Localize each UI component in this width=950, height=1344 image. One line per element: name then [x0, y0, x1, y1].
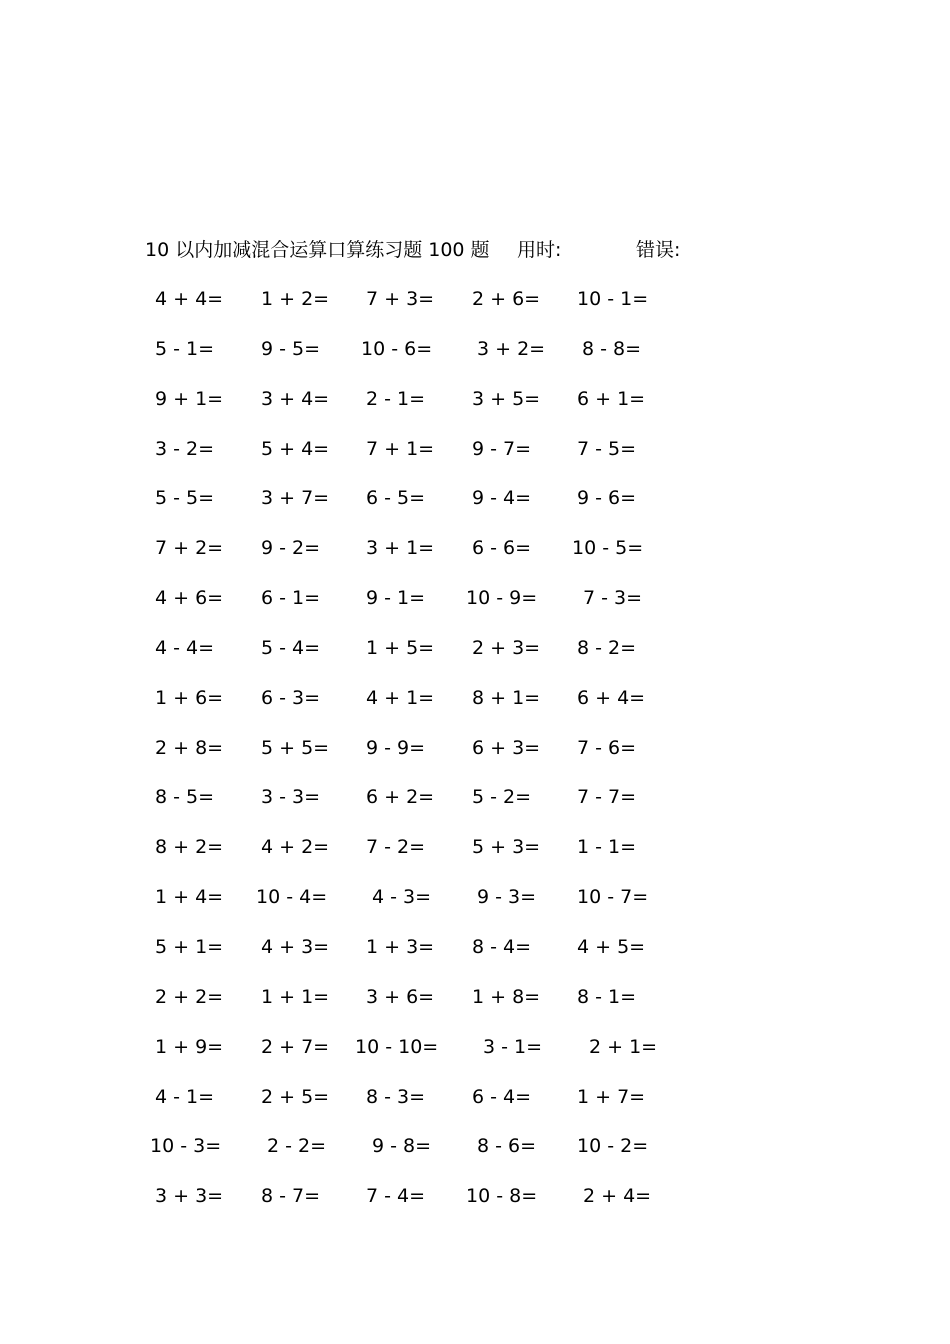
problem-row — [0, 882, 950, 932]
worksheet-title: 10 以内加减混合运算口算练习题 100 题 — [145, 239, 490, 261]
problem-row — [0, 1131, 950, 1181]
arithmetic-problem: 5 + 3= — [472, 836, 541, 859]
arithmetic-problem: 3 + 1= — [366, 537, 435, 560]
arithmetic-problem: 4 - 1= — [155, 1085, 215, 1108]
arithmetic-problem: 1 + 3= — [366, 935, 435, 958]
arithmetic-problem: 2 + 5= — [261, 1085, 330, 1108]
problem-row — [0, 434, 950, 484]
arithmetic-problem: 8 + 2= — [155, 836, 224, 859]
problem-row — [0, 1032, 950, 1082]
problem-row — [0, 533, 950, 583]
arithmetic-problem: 10 - 2= — [577, 1135, 649, 1158]
arithmetic-problem: 7 - 6= — [577, 736, 637, 759]
arithmetic-problem: 6 - 1= — [261, 587, 321, 610]
problem-row — [0, 932, 950, 982]
problem-row — [0, 334, 950, 384]
arithmetic-problem: 6 - 5= — [366, 487, 426, 510]
arithmetic-problem: 6 + 4= — [577, 686, 646, 709]
arithmetic-problem: 7 - 2= — [366, 836, 426, 859]
arithmetic-problem: 1 + 9= — [155, 1035, 224, 1058]
problem-row — [0, 832, 950, 882]
arithmetic-problem: 1 + 6= — [155, 686, 224, 709]
arithmetic-problem: 9 - 3= — [477, 886, 537, 909]
arithmetic-problem: 4 + 4= — [155, 288, 224, 310]
problem-row — [0, 982, 950, 1032]
arithmetic-problem: 3 + 6= — [366, 985, 435, 1008]
arithmetic-problem: 5 + 1= — [155, 935, 224, 958]
arithmetic-problem: 9 - 9= — [366, 736, 426, 759]
problem-row — [0, 284, 950, 334]
problem-row — [0, 683, 950, 733]
arithmetic-problem: 5 + 5= — [261, 736, 330, 759]
problem-row — [0, 733, 950, 783]
arithmetic-problem: 8 - 6= — [477, 1135, 537, 1158]
arithmetic-problem: 1 + 1= — [261, 985, 330, 1008]
arithmetic-problem: 8 - 1= — [577, 985, 637, 1008]
arithmetic-problem: 4 + 6= — [155, 587, 224, 610]
arithmetic-problem: 8 - 3= — [366, 1085, 426, 1108]
arithmetic-problem: 2 + 7= — [261, 1035, 330, 1058]
arithmetic-problem: 4 - 4= — [155, 636, 215, 659]
arithmetic-problem: 6 + 1= — [577, 387, 646, 410]
arithmetic-problem: 10 - 1= — [577, 288, 649, 310]
arithmetic-problem: 3 + 3= — [155, 1185, 224, 1208]
arithmetic-problem: 10 - 10= — [355, 1035, 439, 1058]
arithmetic-problem: 3 + 4= — [261, 387, 330, 410]
arithmetic-problem: 8 - 2= — [577, 636, 637, 659]
arithmetic-problem: 3 - 2= — [155, 437, 215, 460]
arithmetic-problem: 10 - 4= — [256, 886, 328, 909]
arithmetic-problem: 9 + 1= — [155, 387, 224, 410]
arithmetic-problem: 1 + 7= — [577, 1085, 646, 1108]
arithmetic-problem: 7 + 1= — [366, 437, 435, 460]
arithmetic-problem: 3 + 5= — [472, 387, 541, 410]
arithmetic-problem: 9 - 7= — [472, 437, 532, 460]
arithmetic-problem: 4 + 3= — [261, 935, 330, 958]
arithmetic-problem: 10 - 5= — [572, 537, 644, 560]
arithmetic-problem: 2 - 2= — [267, 1135, 327, 1158]
problem-row — [0, 782, 950, 832]
arithmetic-problem: 1 + 2= — [261, 288, 330, 310]
arithmetic-problem: 7 + 2= — [155, 537, 224, 560]
arithmetic-problem: 10 - 3= — [150, 1135, 222, 1158]
arithmetic-problem: 7 - 3= — [583, 587, 643, 610]
time-used-label: 用时: — [517, 239, 562, 261]
arithmetic-problem: 10 - 7= — [577, 886, 649, 909]
arithmetic-problem: 9 - 8= — [372, 1135, 432, 1158]
arithmetic-problem: 8 - 8= — [582, 337, 642, 360]
arithmetic-problem: 7 - 5= — [577, 437, 637, 460]
arithmetic-problem: 9 - 6= — [577, 487, 637, 510]
arithmetic-problem: 2 + 4= — [583, 1185, 652, 1208]
error-count-label: 错误: — [636, 239, 681, 261]
arithmetic-problem: 2 - 1= — [366, 387, 426, 410]
arithmetic-problem: 9 - 1= — [366, 587, 426, 610]
arithmetic-problem: 9 - 2= — [261, 537, 321, 560]
arithmetic-problem: 3 - 3= — [261, 786, 321, 809]
arithmetic-problem: 7 - 7= — [577, 786, 637, 809]
arithmetic-problem: 5 - 4= — [261, 636, 321, 659]
arithmetic-problem: 2 + 8= — [155, 736, 224, 759]
arithmetic-problem: 3 + 2= — [477, 337, 546, 360]
arithmetic-problem: 9 - 5= — [261, 337, 321, 360]
arithmetic-problem: 2 + 2= — [155, 985, 224, 1008]
arithmetic-problem: 4 + 2= — [261, 836, 330, 859]
arithmetic-problem: 6 + 2= — [366, 786, 435, 809]
arithmetic-problem: 10 - 8= — [466, 1185, 538, 1208]
problem-grid — [0, 284, 950, 1231]
arithmetic-problem: 9 - 4= — [472, 487, 532, 510]
arithmetic-problem: 3 + 7= — [261, 487, 330, 510]
arithmetic-problem: 6 - 6= — [472, 537, 532, 560]
arithmetic-problem: 2 + 6= — [472, 288, 541, 310]
problem-row — [0, 583, 950, 633]
arithmetic-problem: 10 - 9= — [466, 587, 538, 610]
arithmetic-problem: 2 + 3= — [472, 636, 541, 659]
arithmetic-problem: 5 - 1= — [155, 337, 215, 360]
arithmetic-problem: 7 - 4= — [366, 1185, 426, 1208]
arithmetic-problem: 4 + 5= — [577, 935, 646, 958]
arithmetic-problem: 4 + 1= — [366, 686, 435, 709]
problem-row — [0, 1181, 950, 1231]
arithmetic-problem: 8 - 7= — [261, 1185, 321, 1208]
arithmetic-problem: 8 - 4= — [472, 935, 532, 958]
worksheet-header — [145, 236, 745, 264]
arithmetic-problem: 1 + 8= — [472, 985, 541, 1008]
problem-row — [0, 633, 950, 683]
arithmetic-problem: 6 - 3= — [261, 686, 321, 709]
problem-row — [0, 483, 950, 533]
arithmetic-problem: 8 - 5= — [155, 786, 215, 809]
arithmetic-problem: 6 - 4= — [472, 1085, 532, 1108]
arithmetic-problem: 6 + 3= — [472, 736, 541, 759]
arithmetic-problem: 5 - 2= — [472, 786, 532, 809]
arithmetic-problem: 1 + 5= — [366, 636, 435, 659]
arithmetic-problem: 8 + 1= — [472, 686, 541, 709]
problem-row — [0, 384, 950, 434]
arithmetic-problem: 2 + 1= — [589, 1035, 658, 1058]
problem-row — [0, 1082, 950, 1132]
arithmetic-problem: 10 - 6= — [361, 337, 433, 360]
arithmetic-problem: 4 - 3= — [372, 886, 432, 909]
arithmetic-problem: 7 + 3= — [366, 288, 435, 310]
arithmetic-problem: 3 - 1= — [483, 1035, 543, 1058]
arithmetic-problem: 5 + 4= — [261, 437, 330, 460]
arithmetic-problem: 1 - 1= — [577, 836, 637, 859]
arithmetic-problem: 5 - 5= — [155, 487, 215, 510]
arithmetic-problem: 1 + 4= — [155, 886, 224, 909]
